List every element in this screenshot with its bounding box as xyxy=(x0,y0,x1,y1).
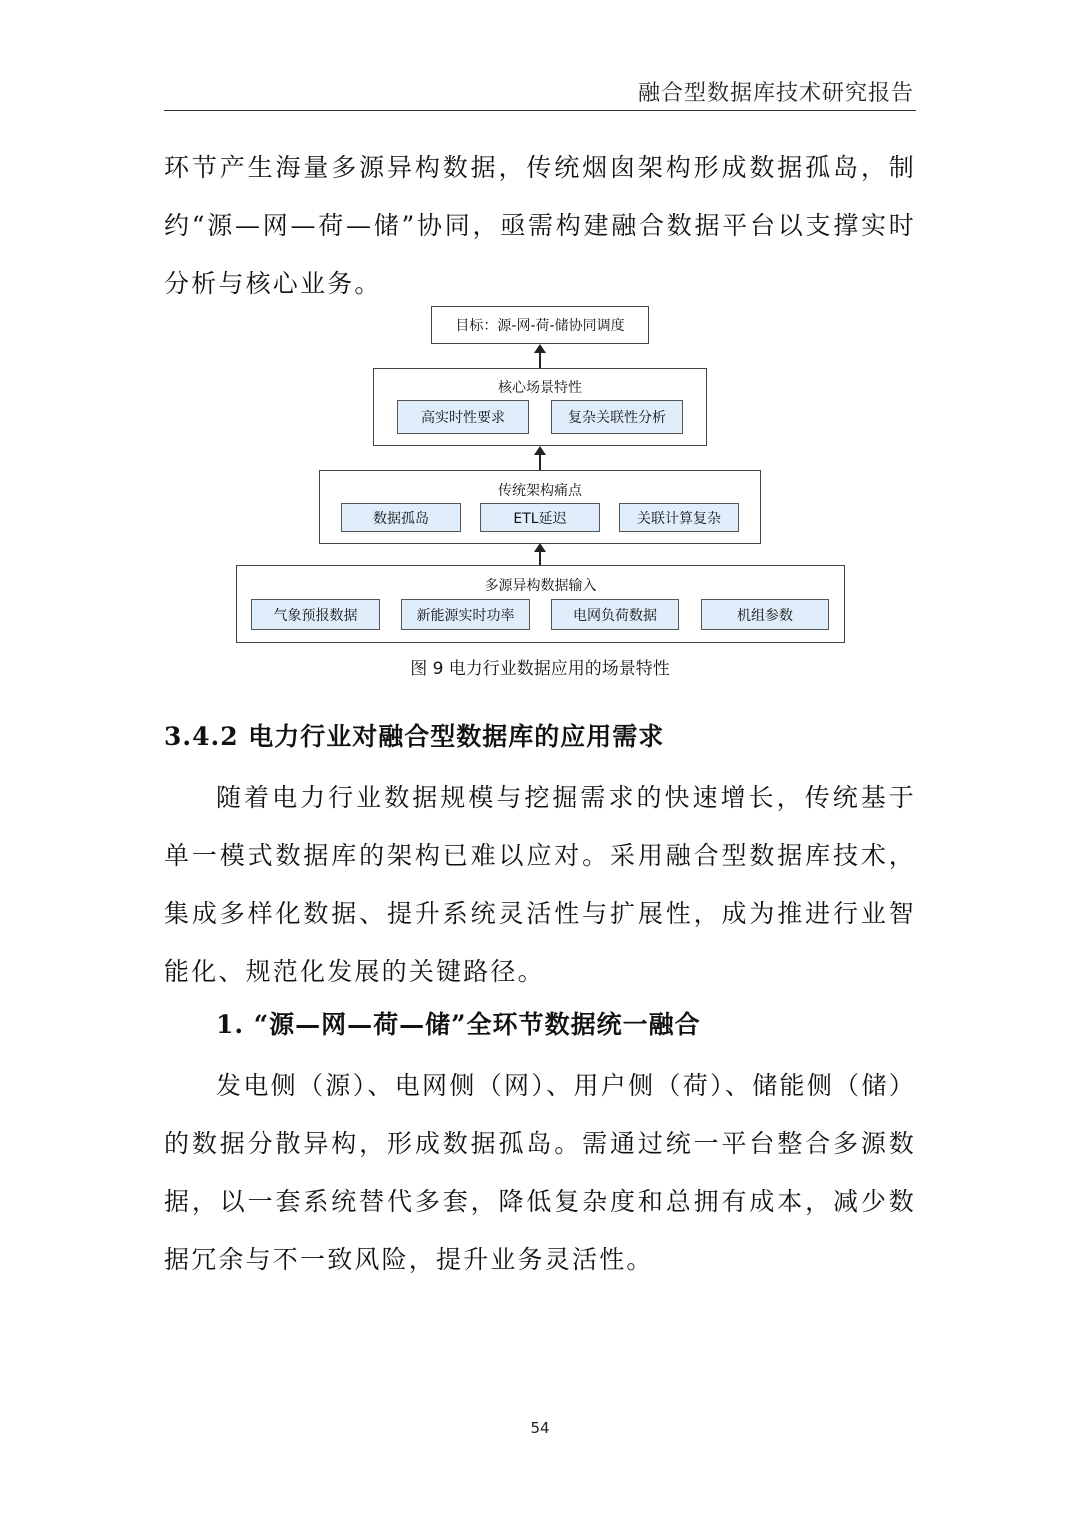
diagram-layer-label: 传统架构痛点 xyxy=(498,483,582,499)
diagram-goal-box xyxy=(431,306,649,344)
diagram-chip: 气象预报数据 xyxy=(251,599,380,630)
diagram-chip: 机组参数 xyxy=(701,599,829,630)
figure-caption: 图 9 电力行业数据应用的场景特性 xyxy=(410,659,670,679)
diagram-goal-label: 目标：源-网-荷-储协同调度 xyxy=(455,318,625,334)
diagram-chip: 复杂关联性分析 xyxy=(551,400,683,434)
page-number: 54 xyxy=(530,1419,550,1437)
arrow-up-icon xyxy=(539,550,541,565)
diagram-layer-label: 核心场景特性 xyxy=(498,380,582,396)
subsection-heading: 1. “源—网—荷—储”全环节数据统一融合 xyxy=(216,1010,701,1039)
subsection-paragraph: 发电侧（源）、电网侧（网）、用户侧（荷）、储能侧（储）的数据分散异构，形成数据孤岛。需通过统一平台整合多源数据，以一套系统替代多套，降低复杂度和总拥有成本，减少数据冗余与不一致风险，提升业务灵活性。 xyxy=(164,1071,916,1274)
diagram-chip: 电网负荷数据 xyxy=(551,599,679,630)
diagram-chip: 高实时性要求 xyxy=(397,400,529,434)
diagram-layer-label: 多源异构数据输入 xyxy=(484,578,597,594)
section-paragraph: 随着电力行业数据规模与挖掘需求的快速增长，传统基于单一模式数据库的架构已难以应对。采用融合型数据库技术，集成多样化数据、提升系统灵活性与扩展性，成为推进行业智能化、规范化发展的关键路径。 xyxy=(164,783,916,986)
diagram-chip: 关联计算复杂 xyxy=(619,503,739,532)
intro-paragraph: 环节产生海量多源异构数据，传统烟囱架构形成数据孤岛，制约“源—网—荷—储”协同，亟需构建融合数据平台以支撑实时分析与核心业务。 xyxy=(164,153,916,298)
diagram-chip: ETL延迟 xyxy=(480,503,600,532)
section-heading: 3.4.2 电力行业对融合型数据库的应用需求 xyxy=(164,722,665,751)
arrow-up-icon xyxy=(539,351,541,368)
diagram-chip: 数据孤岛 xyxy=(341,503,461,532)
page-header xyxy=(164,74,916,111)
diagram-chip: 新能源实时功率 xyxy=(401,599,530,630)
header-title: 融合型数据库技术研究报告 xyxy=(637,81,914,106)
arrow-up-icon xyxy=(539,453,541,470)
